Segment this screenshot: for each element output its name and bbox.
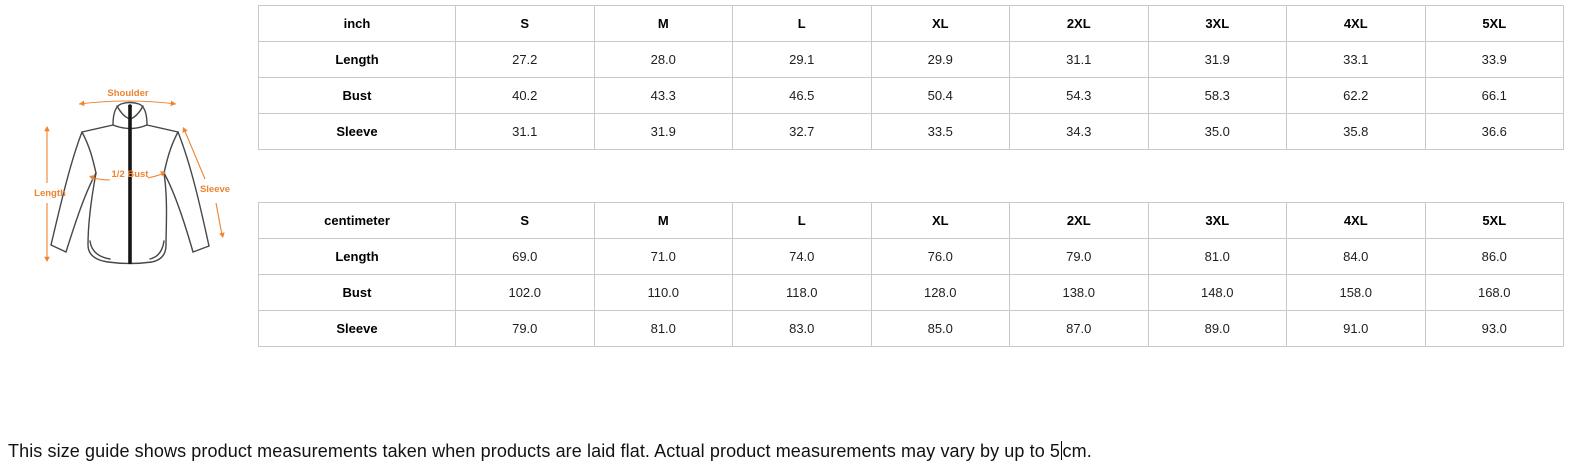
shoulder-label: Shoulder — [107, 88, 149, 99]
measurement-value-cell: 76.0 — [871, 239, 1010, 275]
measurement-value-cell: 83.0 — [733, 311, 872, 347]
measurement-value-cell: 43.3 — [594, 78, 733, 114]
size-header-cell: 4XL — [1287, 6, 1426, 42]
measurement-value-cell: 35.0 — [1148, 114, 1287, 150]
size-header-cell: 3XL — [1148, 203, 1287, 239]
size-header-cell: 2XL — [1010, 6, 1149, 42]
measurement-value-cell: 54.3 — [1010, 78, 1149, 114]
measurement-value-cell: 31.1 — [1010, 42, 1149, 78]
table-row — [259, 239, 1564, 275]
size-header-cell: XL — [871, 203, 1010, 239]
measurement-value-cell: 32.7 — [733, 114, 872, 150]
size-header-cell: M — [594, 203, 733, 239]
size-header-cell: 5XL — [1425, 6, 1564, 42]
measurement-value-cell: 62.2 — [1287, 78, 1426, 114]
measurement-value-cell: 128.0 — [871, 275, 1010, 311]
size-header-cell: 4XL — [1287, 203, 1426, 239]
measurement-value-cell: 74.0 — [733, 239, 872, 275]
measurement-value-cell: 118.0 — [733, 275, 872, 311]
shoulder-arrow — [79, 101, 177, 107]
measurement-value-cell: 138.0 — [1010, 275, 1149, 311]
unit-header-cell: inch — [259, 6, 456, 42]
size-table-inch — [258, 5, 1564, 150]
table-row — [259, 42, 1564, 78]
measurement-value-cell: 34.3 — [1010, 114, 1149, 150]
measurement-value-cell: 33.1 — [1287, 42, 1426, 78]
measurement-label-cell: Length — [259, 42, 456, 78]
measurement-value-cell: 33.9 — [1425, 42, 1564, 78]
measurement-value-cell: 50.4 — [871, 78, 1010, 114]
measurement-value-cell: 28.0 — [594, 42, 733, 78]
measurement-value-cell: 110.0 — [594, 275, 733, 311]
size-header-cell: S — [456, 203, 595, 239]
size-header-cell: M — [594, 6, 733, 42]
table-row — [259, 114, 1564, 150]
measurement-value-cell: 81.0 — [1148, 239, 1287, 275]
measurement-value-cell: 31.9 — [1148, 42, 1287, 78]
measurement-value-cell: 69.0 — [456, 239, 595, 275]
zipper — [128, 104, 132, 264]
measurement-value-cell: 87.0 — [1010, 311, 1149, 347]
measurement-value-cell: 84.0 — [1287, 239, 1426, 275]
footnote-editable-text[interactable] — [8, 441, 1092, 462]
measurement-label-cell: Length — [259, 239, 456, 275]
size-table-centimeter — [258, 202, 1564, 347]
size-header-cell: L — [733, 203, 872, 239]
size-header-cell: XL — [871, 6, 1010, 42]
measurement-value-cell: 71.0 — [594, 239, 733, 275]
size-header-cell: S — [456, 6, 595, 42]
measurement-value-cell: 35.8 — [1287, 114, 1426, 150]
measurement-label-cell: Bust — [259, 275, 456, 311]
table-row — [259, 275, 1564, 311]
measurement-value-cell: 79.0 — [456, 311, 595, 347]
measurement-label-cell: Sleeve — [259, 114, 456, 150]
measurement-value-cell: 46.5 — [733, 78, 872, 114]
table-row — [259, 311, 1564, 347]
garment-measurement-diagram — [20, 75, 240, 275]
measurement-value-cell: 102.0 — [456, 275, 595, 311]
measurement-value-cell: 93.0 — [1425, 311, 1564, 347]
measurement-value-cell: 29.9 — [871, 42, 1010, 78]
length-label: Length — [34, 188, 66, 199]
measurement-value-cell: 33.5 — [871, 114, 1010, 150]
size-header-cell: 3XL — [1148, 6, 1287, 42]
table-row — [259, 78, 1564, 114]
measurement-value-cell: 86.0 — [1425, 239, 1564, 275]
measurement-value-cell: 148.0 — [1148, 275, 1287, 311]
measurement-value-cell: 79.0 — [1010, 239, 1149, 275]
footnote-text-after-cursor: cm. — [1062, 441, 1092, 461]
measurement-label-cell: Bust — [259, 78, 456, 114]
measurement-value-cell: 58.3 — [1148, 78, 1287, 114]
footnote-text-before-cursor: This size guide shows product measurements taken when products are laid flat. Actual product measurements may vary by up to 5 — [8, 441, 1061, 461]
measurement-value-cell: 29.1 — [733, 42, 872, 78]
sleeve-label: Sleeve — [199, 184, 231, 195]
unit-header-cell: centimeter — [259, 203, 456, 239]
half-bust-label: 1/2 Bust — [111, 169, 149, 180]
measurement-value-cell: 31.9 — [594, 114, 733, 150]
measurement-value-cell: 66.1 — [1425, 78, 1564, 114]
measurement-value-cell: 91.0 — [1287, 311, 1426, 347]
measurement-value-cell: 40.2 — [456, 78, 595, 114]
measurement-value-cell: 81.0 — [594, 311, 733, 347]
size-header-cell: L — [733, 6, 872, 42]
measurement-value-cell: 158.0 — [1287, 275, 1426, 311]
table-header-row — [259, 6, 1564, 42]
size-header-cell: 2XL — [1010, 203, 1149, 239]
measurement-label-cell: Sleeve — [259, 311, 456, 347]
measurement-value-cell: 85.0 — [871, 311, 1010, 347]
table-header-row — [259, 203, 1564, 239]
measurement-value-cell: 36.6 — [1425, 114, 1564, 150]
measurement-value-cell: 89.0 — [1148, 311, 1287, 347]
measurement-value-cell: 168.0 — [1425, 275, 1564, 311]
size-header-cell: 5XL — [1425, 203, 1564, 239]
measurement-value-cell: 31.1 — [456, 114, 595, 150]
measurement-value-cell: 27.2 — [456, 42, 595, 78]
